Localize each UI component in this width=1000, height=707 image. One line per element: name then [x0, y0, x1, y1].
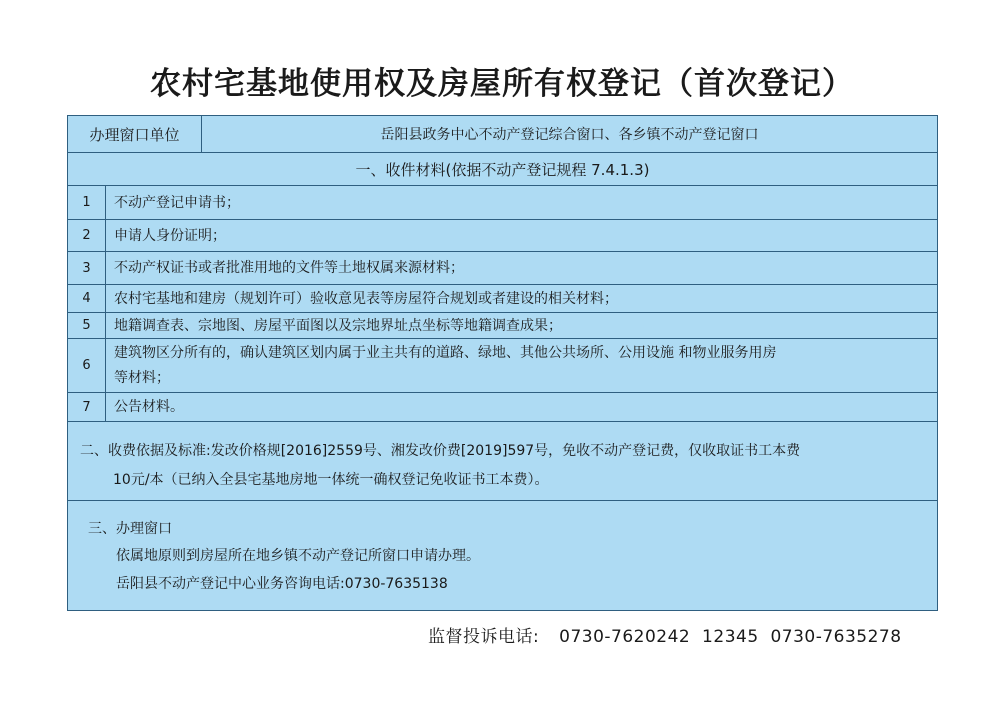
materials-heading: 一、收件材料(依据不动产登记规程 7.4.1.3) — [355, 160, 650, 179]
material-row — [68, 285, 937, 313]
complaint-label: 监督投诉电话: — [428, 627, 540, 647]
material-number: 1 — [68, 186, 106, 219]
material-number: 6 — [68, 339, 106, 392]
material-number: 2 — [68, 220, 106, 251]
fees-line-1: 二、收费依据及标准:发改价格规[2016]2559号、湘发改价费[2019]597号，免收不动产登记费，仅收取证书工本费 — [80, 443, 801, 459]
material-text: 公告材料。 — [114, 399, 184, 415]
materials-heading-row — [68, 153, 937, 186]
material-text-line-1: 建筑物区分所有的，确认建筑区划内属于业主共有的道路、绿地、其他公共场所、公用设施 和物业服务用房 — [114, 344, 777, 361]
material-text-line-2: 等材料； — [114, 369, 170, 386]
office-label: 办理窗口单位 — [68, 116, 202, 152]
fees-block — [68, 422, 937, 501]
material-text: 不动产权证书或者批准用地的文件等土地权属来源材料； — [114, 260, 464, 276]
office-value: 岳阳县政务中心不动产登记综合窗口、各乡镇不动产登记窗口 — [380, 127, 759, 143]
window-heading: 三、办理窗口 — [88, 521, 172, 537]
material-text: 申请人身份证明； — [114, 227, 226, 244]
material-number: 5 — [68, 313, 106, 338]
material-number: 7 — [68, 393, 106, 421]
info-panel — [67, 115, 938, 611]
complaint-numbers: 0730-7620242 12345 0730-7635278 — [559, 627, 902, 647]
material-row — [68, 393, 937, 422]
complaint-phones — [428, 622, 902, 647]
material-text: 农村宅基地和建房（规划许可）验收意见表等房屋符合规划或者建设的相关材料； — [114, 290, 618, 307]
window-line-2: 岳阳县不动产登记中心业务咨询电话:0730-7635138 — [116, 576, 448, 592]
window-line-1: 依属地原则到房屋所在地乡镇不动产登记所窗口申请办理。 — [116, 548, 480, 564]
material-row — [68, 313, 937, 339]
window-block — [68, 501, 937, 610]
material-number: 3 — [68, 252, 106, 284]
page-title: 农村宅基地使用权及房屋所有权登记（首次登记） — [150, 66, 854, 102]
office-row — [68, 116, 937, 153]
material-number: 4 — [68, 285, 106, 312]
material-text: 地籍调查表、宗地图、房屋平面图以及宗地界址点坐标等地籍调查成果； — [114, 317, 562, 334]
material-text — [106, 339, 937, 392]
material-row — [68, 252, 937, 285]
material-row — [68, 339, 937, 393]
fees-line-2: 10元/本（已纳入全县宅基地房地一体统一确权登记免收证书工本费）。 — [113, 472, 549, 488]
material-row — [68, 220, 937, 252]
material-row — [68, 186, 937, 220]
material-text: 不动产登记申请书； — [114, 194, 240, 211]
